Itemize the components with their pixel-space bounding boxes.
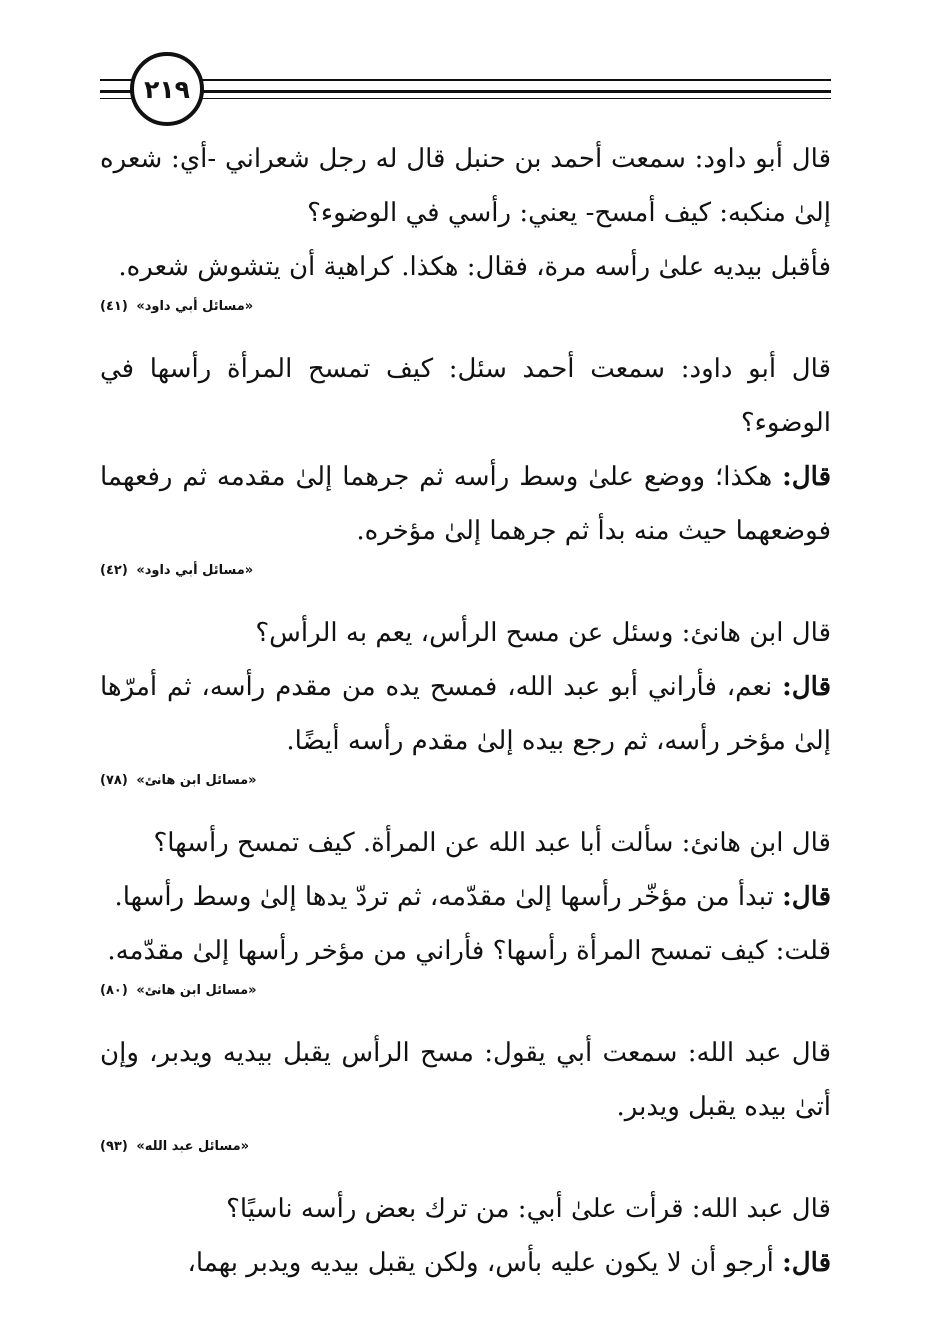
source-title: «مسائل عبد الله» (136, 1139, 250, 1154)
source-citation (100, 1136, 831, 1158)
page-number: ٢١٩ (144, 74, 190, 104)
source-title: «مسائل أبي داود» (136, 563, 254, 578)
header-rule-bottom (100, 98, 831, 99)
source-ref: (٤١) (100, 299, 128, 314)
paragraph: قال أبو داود: سمعت أحمد سئل: كيف تمسح المرأة رأسها في الوضوء؟ (100, 354, 831, 438)
header-rule-middle (100, 90, 831, 93)
source-title: «مسائل أبي داود» (136, 299, 254, 314)
paragraph: قال: تبدأ من مؤخّر رأسها إلىٰ مقدّمه، ثم تردّ يدها إلىٰ وسط رأسها. (114, 882, 831, 912)
page-number-badge (130, 52, 204, 126)
paragraph: قلت: كيف تمسح المرأة رأسها؟ فأراني من مؤخر رأسها إلىٰ مقدّمه. (107, 936, 831, 966)
speaker-label: قال: (782, 1248, 831, 1278)
source-ref: (٩٣) (100, 1139, 128, 1154)
paragraph: فأقبل بيديه علىٰ رأسه مرة، فقال: هكذا. كراهية أن يتشوش شعره. (118, 252, 831, 282)
source-citation (100, 980, 831, 1002)
speaker-label: قال: (782, 672, 831, 702)
paragraph: قال ابن هانئ: وسئل عن مسح الرأس، يعم به الرأس؟ (255, 618, 831, 648)
source-citation (100, 296, 831, 318)
source-title: «مسائل ابن هانئ» (136, 773, 257, 788)
source-citation (100, 560, 831, 582)
paragraph: قال: هكذا؛ ووضع علىٰ وسط رأسه ثم جرهما إلىٰ مقدمه ثم رفعهما فوضعهما حيث منه بدأ ثم جرهما إلىٰ مؤخره. (100, 462, 832, 546)
speaker-label: قال: (782, 882, 831, 912)
page-body (100, 132, 831, 1290)
speaker-label: قال: (782, 462, 832, 492)
source-title: «مسائل ابن هانئ» (136, 983, 257, 998)
paragraph: قال عبد الله: قرأت علىٰ أبي: من ترك بعض رأسه ناسيًا؟ (226, 1194, 831, 1224)
paragraph: قال: نعم، فأراني أبو عبد الله، فمسح يده من مقدم رأسه، ثم أمرّها إلىٰ مؤخر رأسه، ثم رجع بيده إلىٰ مقدم رأسه أيضًا. (100, 672, 831, 756)
paragraph: قال عبد الله: سمعت أبي يقول: مسح الرأس يقبل بيديه ويدبر، وإن أتىٰ بيده يقبل ويدبر. (100, 1038, 831, 1122)
paragraph: قال ابن هانئ: سألت أبا عبد الله عن المرأة. كيف تمسح رأسها؟ (153, 828, 831, 858)
source-citation (100, 770, 831, 792)
paragraph: قال أبو داود: سمعت أحمد بن حنبل قال له رجل شعراني -أي: شعره إلىٰ منكبه: كيف أمسح- يعني: رأسي في الوضوء؟ (100, 144, 831, 228)
header-rule-top (100, 79, 831, 81)
source-ref: (٧٨) (100, 773, 128, 788)
paragraph: قال: أرجو أن لا يكون عليه بأس، ولكن يقبل بيديه ويدبر بهما، (187, 1248, 831, 1278)
source-ref: (٨٠) (100, 983, 128, 998)
source-ref: (٤٢) (100, 563, 128, 578)
